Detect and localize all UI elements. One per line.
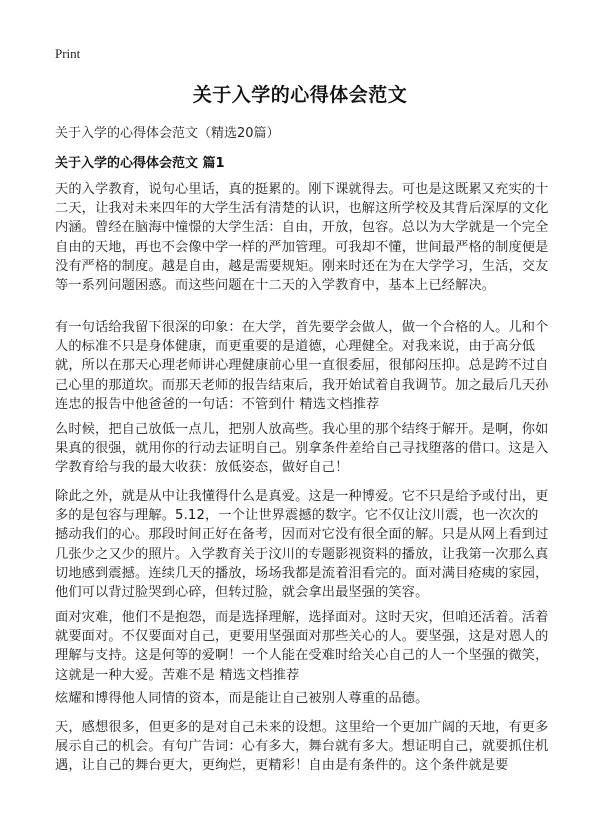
paragraph-7: 天，感想很多，但更多的是对自己未来的设想。这里给一个更加广阔的天地，有更多展示自己的机会。有句广告词：心有多大，舞台就有多大。想证明自己，就要抓住机遇，让自己的舞台更大，更绚烂，更精彩！自由是有条件的。这个条件就是要 — [55, 720, 549, 774]
paragraph-5: 面对灾难，他们不是抱怨，而是选择理解，选择面对。这时天灾，但咱还活着。活着就要面对。不仅要面对自己，更要用坚强面对那些关心的人。要坚强，这是对恩人的理解与支持。这是何等的爱啊！一个人能在受难时给关心自己的人一个坚强的微笑，这就是一种大爱。苦难不是 精选文档推荐 — [55, 610, 549, 683]
document-subtitle: 关于入学的心得体会范文（精选20篇） — [55, 126, 280, 141]
print-link[interactable]: Print — [55, 46, 81, 61]
paragraph-4: 除此之外，就是从中让我懂得什么是真爱。这是一种博爱。它不只是给予或付出，更多的是包容与理解。5.12，一个让世界震撼的数字。它不仅让汶川震，也一次次的撼动我们的心。那段时间正好在备考，因而对它没有很全面的解。只是从网上看到过几张少之又少的照片。入学教育关于汶川的专题影视资料的播放，让我第一次那么真切地感到震撼。连续几天的播放，场场我都是流着泪看完的。面对满目疮痍的家园，他们可以背过脸哭到心碎，但转过脸，就会拿出最坚强的笑容。 — [55, 489, 549, 601]
paragraph-1: 天的入学教育，说句心里话，真的挺累的。刚下课就得去。可也是这既累又充实的十二天，让我对未来四年的大学生活有清楚的认识，也解这所学校及其背后深厚的文化内涵。曾经在脑海中憧憬的大学生活：自由，开放，包容。总以为大学就是一个完全自由的天地，再也不会像中学一样的严加管理。可我却不懂，世间最严格的制度便是没有严格的制度。越是自由，越是需要规矩。刚来时还在为在大学学习，生活，交友等一系列问题困惑。而这些问题在十二天的入学教育中，基本上已经解决。 — [55, 182, 549, 294]
section-heading: 关于入学的心得体会范文 篇1 — [55, 156, 225, 171]
document-title: 关于入学的心得体会范文 — [192, 84, 408, 106]
paragraph-3: 么时候，把自己放低一点儿，把别人放高些。我心里的那个结终于解开。是啊，你如果真的很强，就用你的行动去证明自己。别拿条件差给自己寻找堕落的借口。这是入学教育给与我的最大收获：放低姿态，做好自己！ — [55, 422, 549, 476]
paragraph-6: 炫耀和博得他人同情的资本，而是能让自己被别人尊重的品德。 — [55, 691, 429, 706]
paragraph-2: 有一句话给我留下很深的印象：在大学，首先要学会做人，做一个合格的人。儿和个人的标准不只是身体健康，而更重要的是道德，心理健全。对我来说，由于高分低就，所以在那天心理老师讲心理健康前心里一直很委屈，很郁闷压抑。总是跨不过自己心里的那道坎。而那天老师的报告结束后，我开始试着自我调节。加之最后几天孙连忠的报告中他爸爸的一句话：不管到什 精选文档推荐 — [55, 320, 549, 412]
